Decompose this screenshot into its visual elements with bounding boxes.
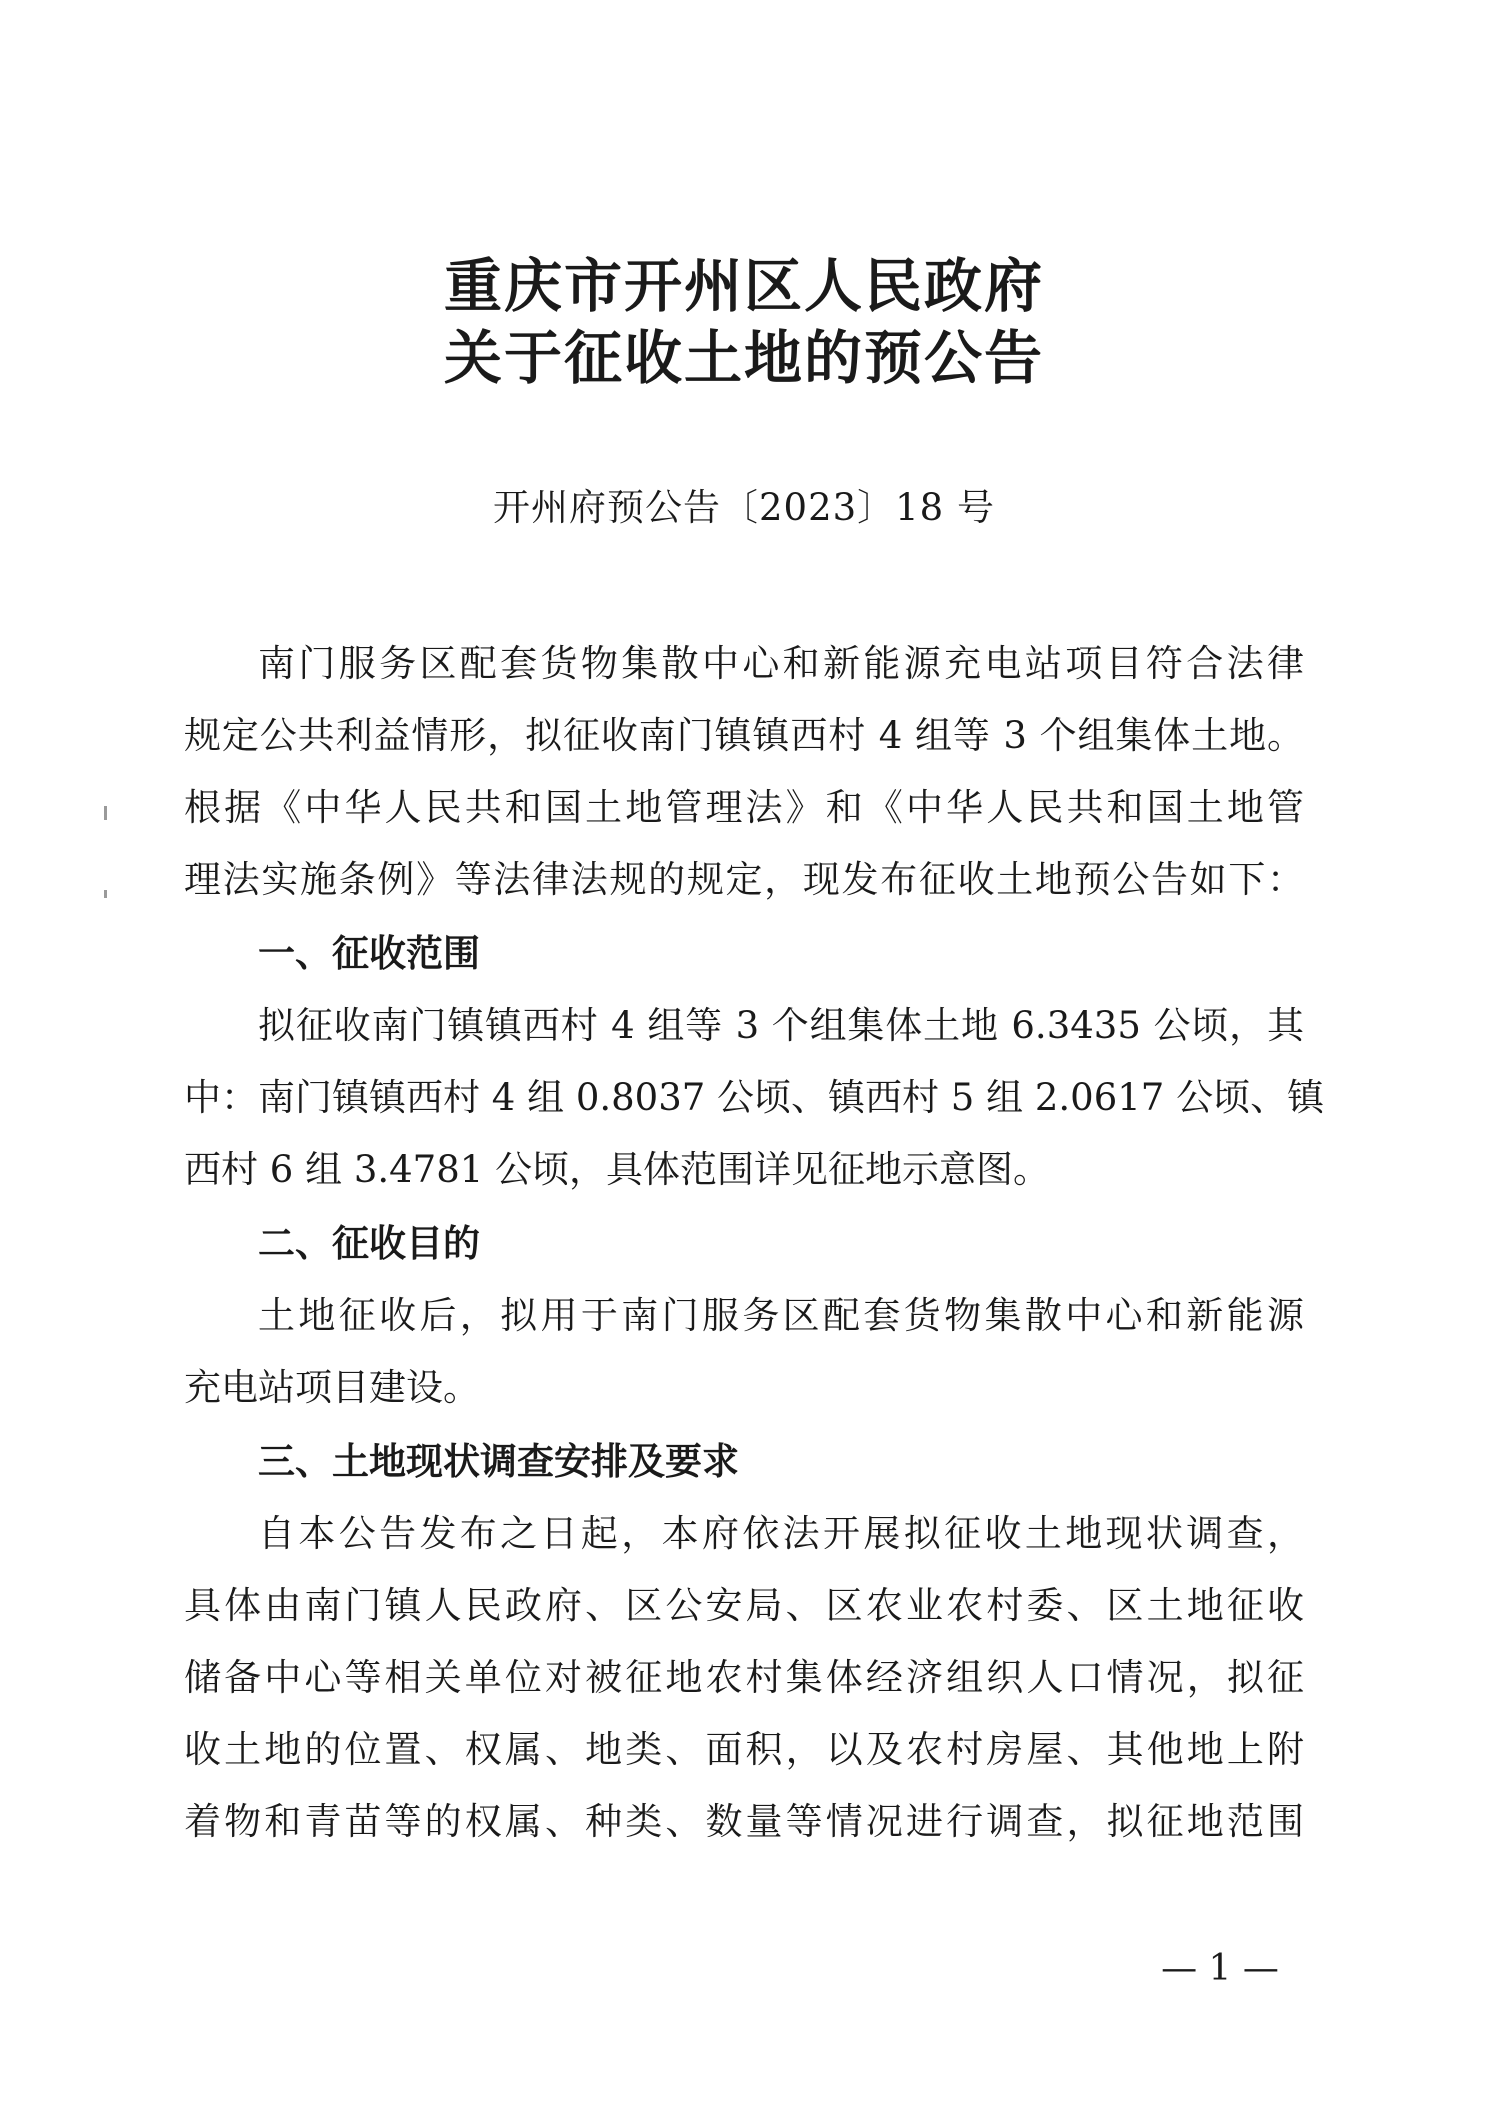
intro-line: 理法实施条例》等法律法规的规定，现发布征收土地预公告如下： [184, 858, 1304, 901]
section-survey-line: 着物和青苗等的权属、种类、数量等情况进行调查，拟征地范围 [184, 1800, 1304, 1843]
section-heading-purpose: 二、征收目的 [258, 1222, 480, 1265]
intro-line: 南门服务区配套货物集散中心和新能源充电站项目符合法律 [258, 642, 1304, 685]
intro-line: 根据《中华人民共和国土地管理法》和《中华人民共和国土地管 [184, 786, 1304, 829]
section-heading-scope: 一、征收范围 [258, 932, 480, 975]
document-number: 开州府预公告〔2023〕18 号 [492, 486, 995, 529]
page-number: — 1 — [1161, 1948, 1279, 1989]
section-heading-survey: 三、土地现状调查安排及要求 [258, 1440, 739, 1483]
scan-mark [104, 806, 107, 820]
section-purpose-line: 充电站项目建设。 [184, 1366, 480, 1409]
scan-mark [104, 890, 107, 898]
section-purpose-line: 土地征收后，拟用于南门服务区配套货物集散中心和新能源 [258, 1294, 1304, 1337]
section-survey-line: 具体由南门镇人民政府、区公安局、区农业农村委、区土地征收 [184, 1584, 1304, 1627]
section-survey-line: 储备中心等相关单位对被征地农村集体经济组织人口情况，拟征 [184, 1656, 1304, 1699]
section-scope-line: 拟征收南门镇镇西村 4 组等 3 个组集体土地 6.3435 公顷，其 [258, 1004, 1304, 1047]
section-survey-line: 自本公告发布之日起，本府依法开展拟征收土地现状调查， [258, 1512, 1304, 1555]
document-title-line-2: 关于征收土地的预公告 [443, 324, 1044, 392]
section-scope-line: 中：南门镇镇西村 4 组 0.8037 公顷、镇西村 5 组 2.0617 公顷、镇 [184, 1076, 1325, 1119]
intro-line: 规定公共利益情形，拟征收南门镇镇西村 4 组等 3 个组集体土地。 [184, 714, 1304, 757]
section-scope-line: 西村 6 组 3.4781 公顷，具体范围详见征地示意图。 [184, 1148, 1051, 1191]
section-survey-line: 收土地的位置、权属、地类、面积，以及农村房屋、其他地上附 [184, 1728, 1304, 1771]
document-title-line-1: 重庆市开州区人民政府 [443, 252, 1044, 320]
